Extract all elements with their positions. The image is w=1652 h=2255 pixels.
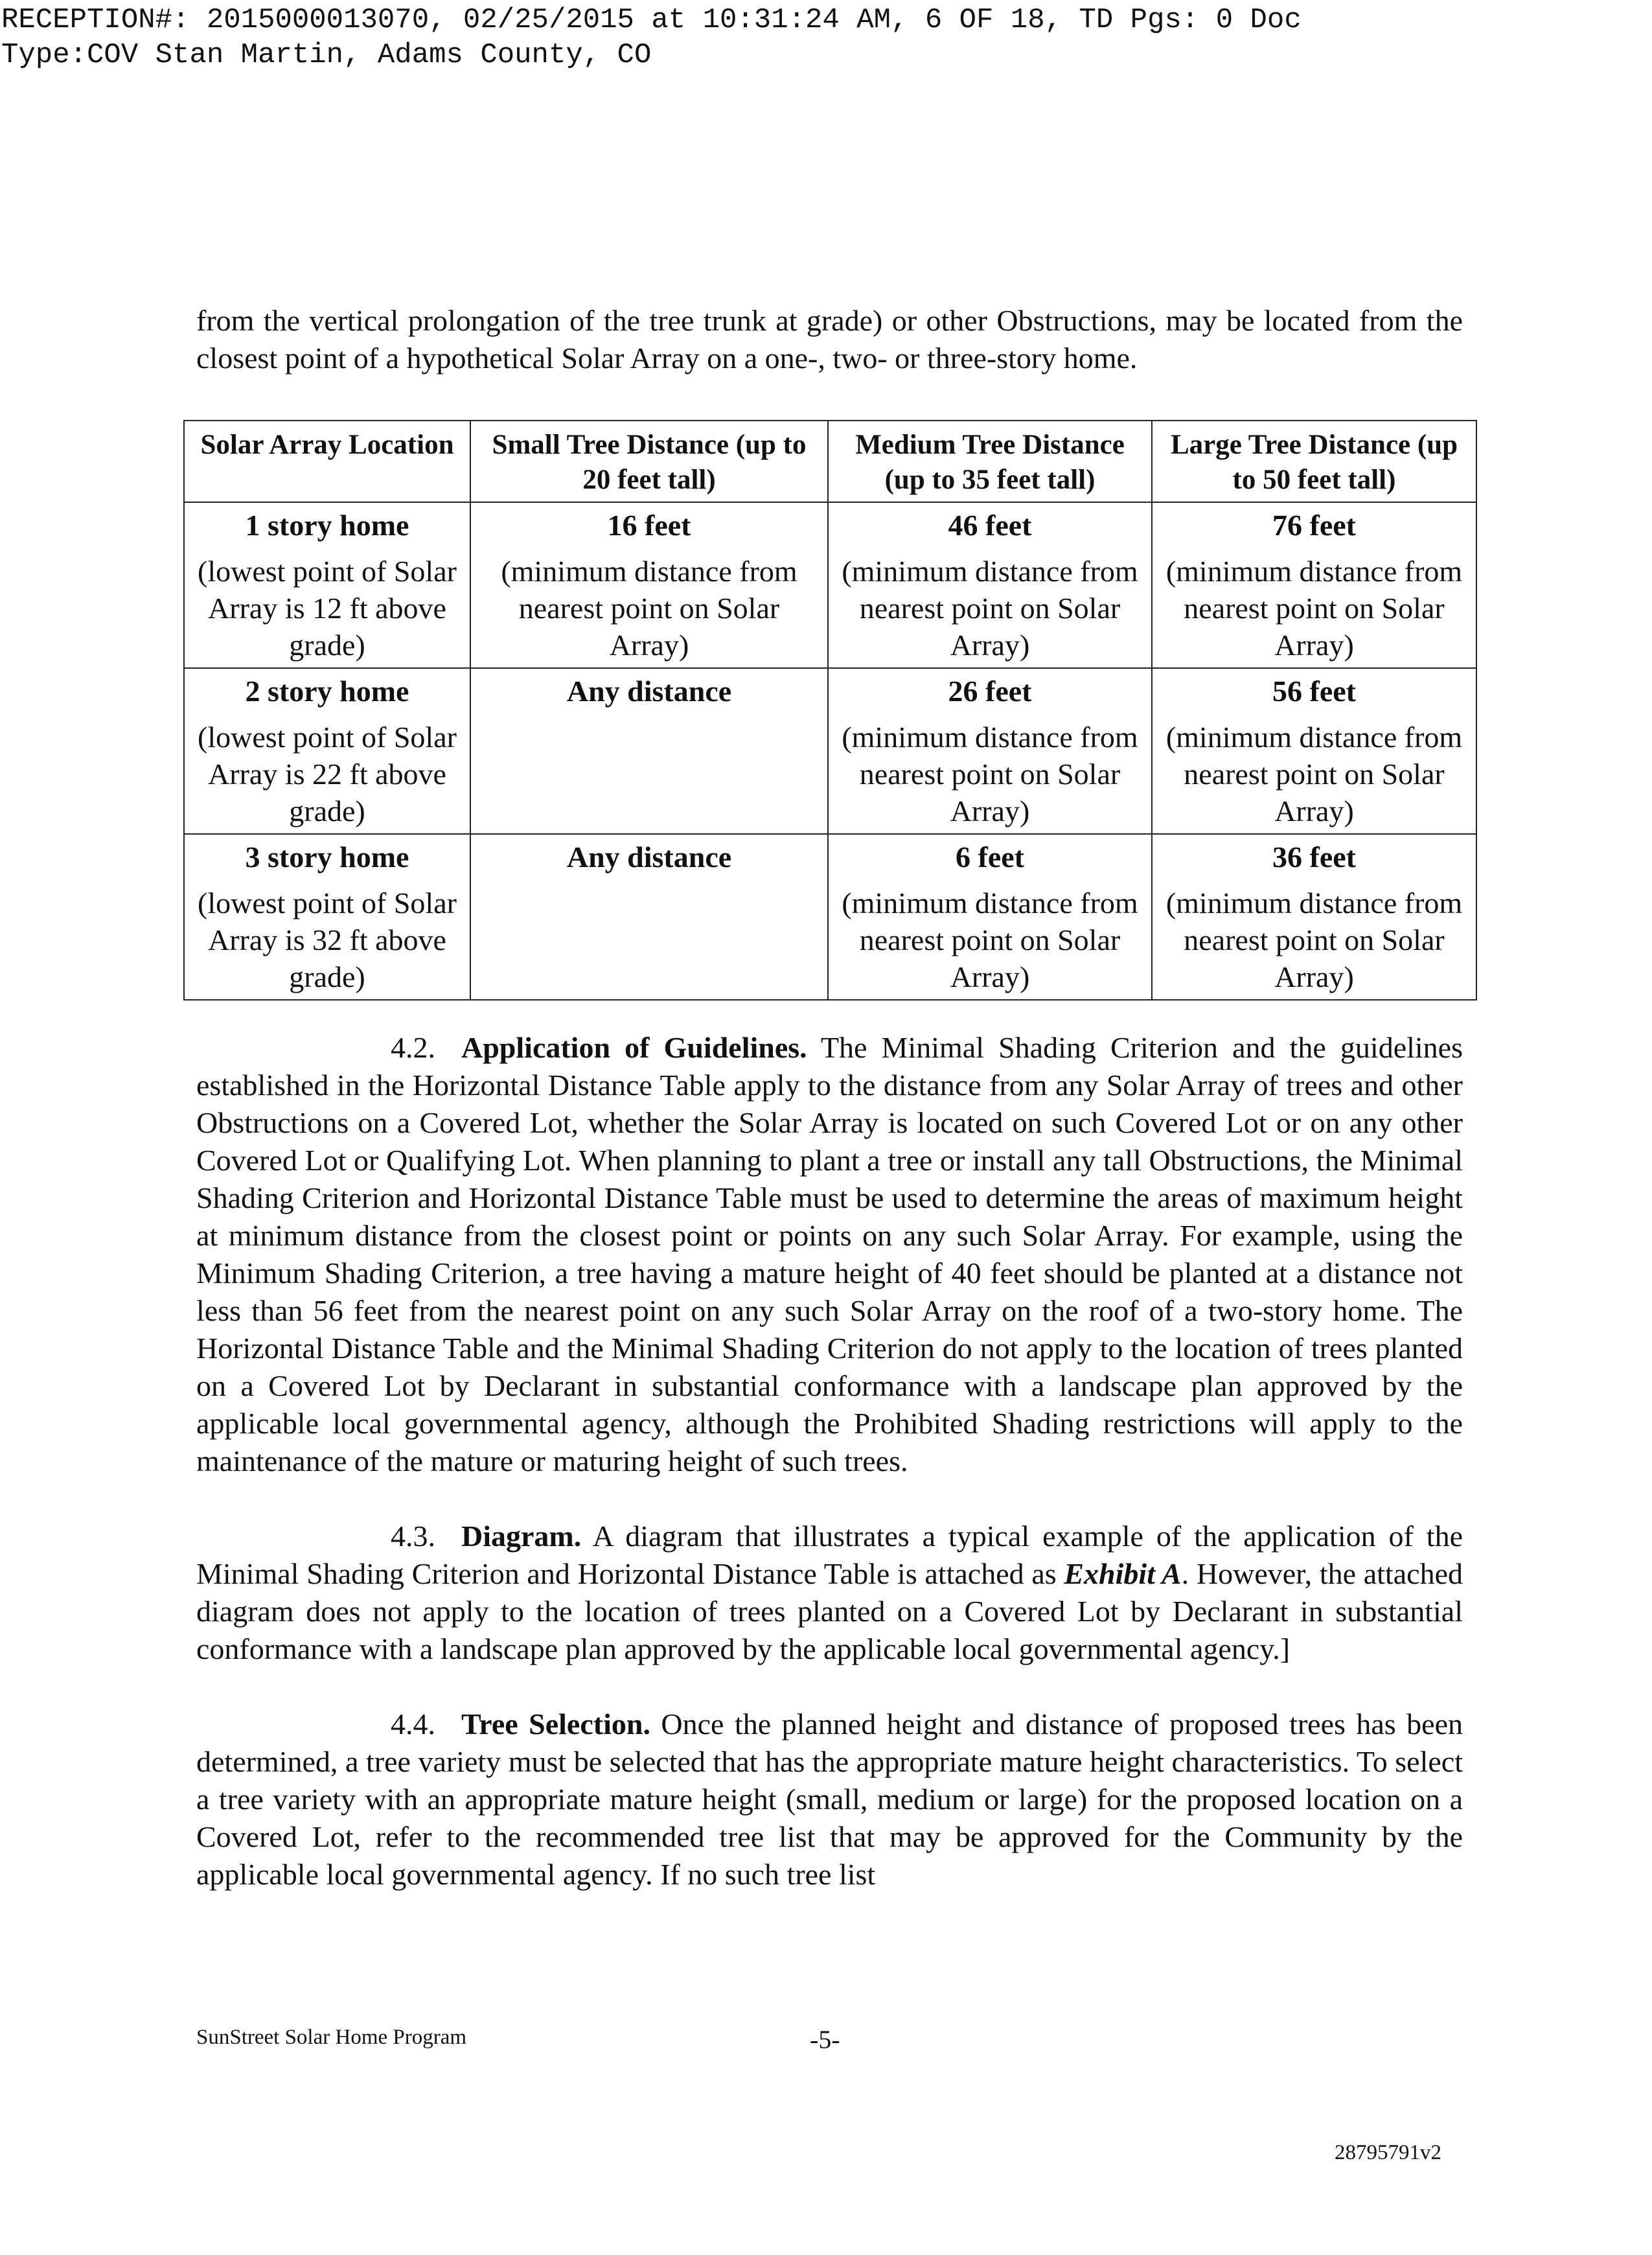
section-title: Diagram. — [461, 1520, 582, 1553]
section-title: Application of Guidelines. — [461, 1031, 807, 1064]
document-id: 28795791v2 — [1335, 2141, 1441, 2164]
small-distance-value: Any distance — [566, 675, 732, 708]
table-row — [184, 668, 1476, 834]
large-distance-value: 56 feet — [1272, 675, 1356, 708]
section-4-3-paragraph — [196, 1518, 1463, 1668]
exhibit-reference: Exhibit A — [1064, 1557, 1182, 1590]
large-distance-value: 76 feet — [1272, 509, 1356, 542]
recording-stamp — [1, 3, 1647, 73]
medium-tree-cell — [828, 834, 1152, 1000]
header-medium-tree-distance: Medium Tree Distance (up to 35 feet tall) — [828, 421, 1152, 502]
table-row — [184, 502, 1476, 668]
small-distance-value: 16 feet — [607, 509, 691, 542]
small-tree-cell — [470, 834, 828, 1000]
header-solar-array-location: Solar Array Location — [184, 421, 470, 502]
medium-distance-note: (minimum distance from nearest point on Solar Array) — [842, 721, 1138, 827]
medium-distance-note: (minimum distance from nearest point on Solar Array) — [842, 555, 1138, 662]
large-tree-cell — [1152, 668, 1476, 834]
medium-distance-value: 26 feet — [948, 675, 1032, 708]
large-distance-note: (minimum distance from nearest point on Solar Array) — [1165, 555, 1463, 662]
section-text: The Minimal Shading Criterion and the guidelines established in the Horizontal Distance Table apply to the distance from any Solar Array of trees and other Obstructions on a Covered Lot, whether the Solar Array is located on such Covered Lot or on any other Covered Lot or Qualifying Lot. When planning to plant a tree or install any tall Obstructions, the Minimal Shading Criterion and Horizontal Distance Table must be used to determine the areas of maximum height at minimum distance from the closest point or points on any such Solar Array. For example, using the Minimum Shading Criterion, a tree having a mature height of 40 feet should be planted at a distance not less than 56 feet from the nearest point on any such Solar Array on the roof of a two-story home. The Horizontal Distance Table and the Minimal Shading Criterion do not apply to the location of trees planted on a Covered Lot by Declarant in substantial conformance with a landscape plan approved by the applicable local governmental agency, although the Prohibited Shading restrictions will apply to the maintenance of the mature or maturing height of such trees. — [196, 1031, 1463, 1477]
section-4-4-paragraph — [196, 1706, 1463, 1893]
large-distance-value: 36 feet — [1272, 840, 1356, 873]
table-header-row — [184, 421, 1476, 502]
page-body — [196, 302, 1463, 1893]
small-tree-cell — [470, 502, 828, 668]
location-cell — [184, 502, 470, 668]
medium-distance-value: 46 feet — [948, 509, 1032, 542]
intro-paragraph: from the vertical prolongation of the tree trunk at grade) or other Obstructions, may be located from the closest point of a hypothetical Solar Array on a one-, two- or three-story home. — [196, 304, 1463, 375]
location-label: 2 story home — [245, 675, 409, 708]
section-number: 4.2. — [391, 1031, 435, 1064]
location-label: 3 story home — [245, 840, 409, 873]
section-text-continued: . However, the attached diagram does not apply to the location of trees planted on a Covered Lot by Declarant in substantial conformance with a landscape plan approved by the applicable local governmental agency.] — [196, 1557, 1463, 1665]
large-tree-cell — [1152, 502, 1476, 668]
page-number: -5- — [810, 2025, 840, 2054]
section-4-2-paragraph — [196, 1029, 1463, 1480]
section-number: 4.3. — [391, 1520, 435, 1553]
location-note: (lowest point of Solar Array is 12 ft above grade) — [198, 555, 457, 662]
medium-distance-note: (minimum distance from nearest point on Solar Array) — [842, 886, 1138, 993]
medium-distance-value: 6 feet — [956, 840, 1024, 873]
small-tree-cell — [470, 668, 828, 834]
large-distance-note: (minimum distance from nearest point on Solar Array) — [1165, 886, 1463, 993]
medium-tree-cell — [828, 668, 1152, 834]
small-distance-value: Any distance — [566, 840, 732, 873]
location-cell — [184, 834, 470, 1000]
location-cell — [184, 668, 470, 834]
section-text: Once the planned height and distance of proposed trees has been determined, a tree variety must be selected that has the appropriate mature height characteristics. To select a tree variety with an appropriate mature height (small, medium or large) for the proposed location on a Covered Lot, refer to the recommended tree list that may be approved for the Community by the applicable local governmental agency. If no such tree list — [196, 1707, 1463, 1891]
horizontal-distance-table — [183, 420, 1477, 1000]
large-tree-cell — [1152, 834, 1476, 1000]
large-distance-note: (minimum distance from nearest point on Solar Array) — [1165, 721, 1463, 827]
header-large-tree-distance: Large Tree Distance (up to 50 feet tall) — [1152, 421, 1476, 502]
recording-stamp-line-2: Type:COV Stan Martin, Adams County, CO — [1, 39, 652, 71]
section-number: 4.4. — [391, 1707, 435, 1740]
small-distance-note: (minimum distance from nearest point on Solar Array) — [501, 555, 797, 662]
location-note: (lowest point of Solar Array is 22 ft above grade) — [198, 721, 457, 827]
section-title: Tree Selection. — [461, 1707, 650, 1740]
medium-tree-cell — [828, 502, 1152, 668]
footer-program-name: SunStreet Solar Home Program — [196, 2026, 467, 2049]
section-text: A diagram that illustrates a typical example of the application of the Minimal Shading Criterion and Horizontal Distance Table is attached as — [196, 1520, 1463, 1590]
header-small-tree-distance: Small Tree Distance (up to 20 feet tall) — [470, 421, 828, 502]
table-row — [184, 834, 1476, 1000]
location-label: 1 story home — [245, 509, 409, 542]
location-note: (lowest point of Solar Array is 32 ft above grade) — [198, 886, 457, 993]
recording-stamp-line-1: RECEPTION#: 2015000013070, 02/25/2015 at 10:31:24 AM, 6 OF 18, TD Pgs: 0 Doc — [1, 4, 1302, 36]
